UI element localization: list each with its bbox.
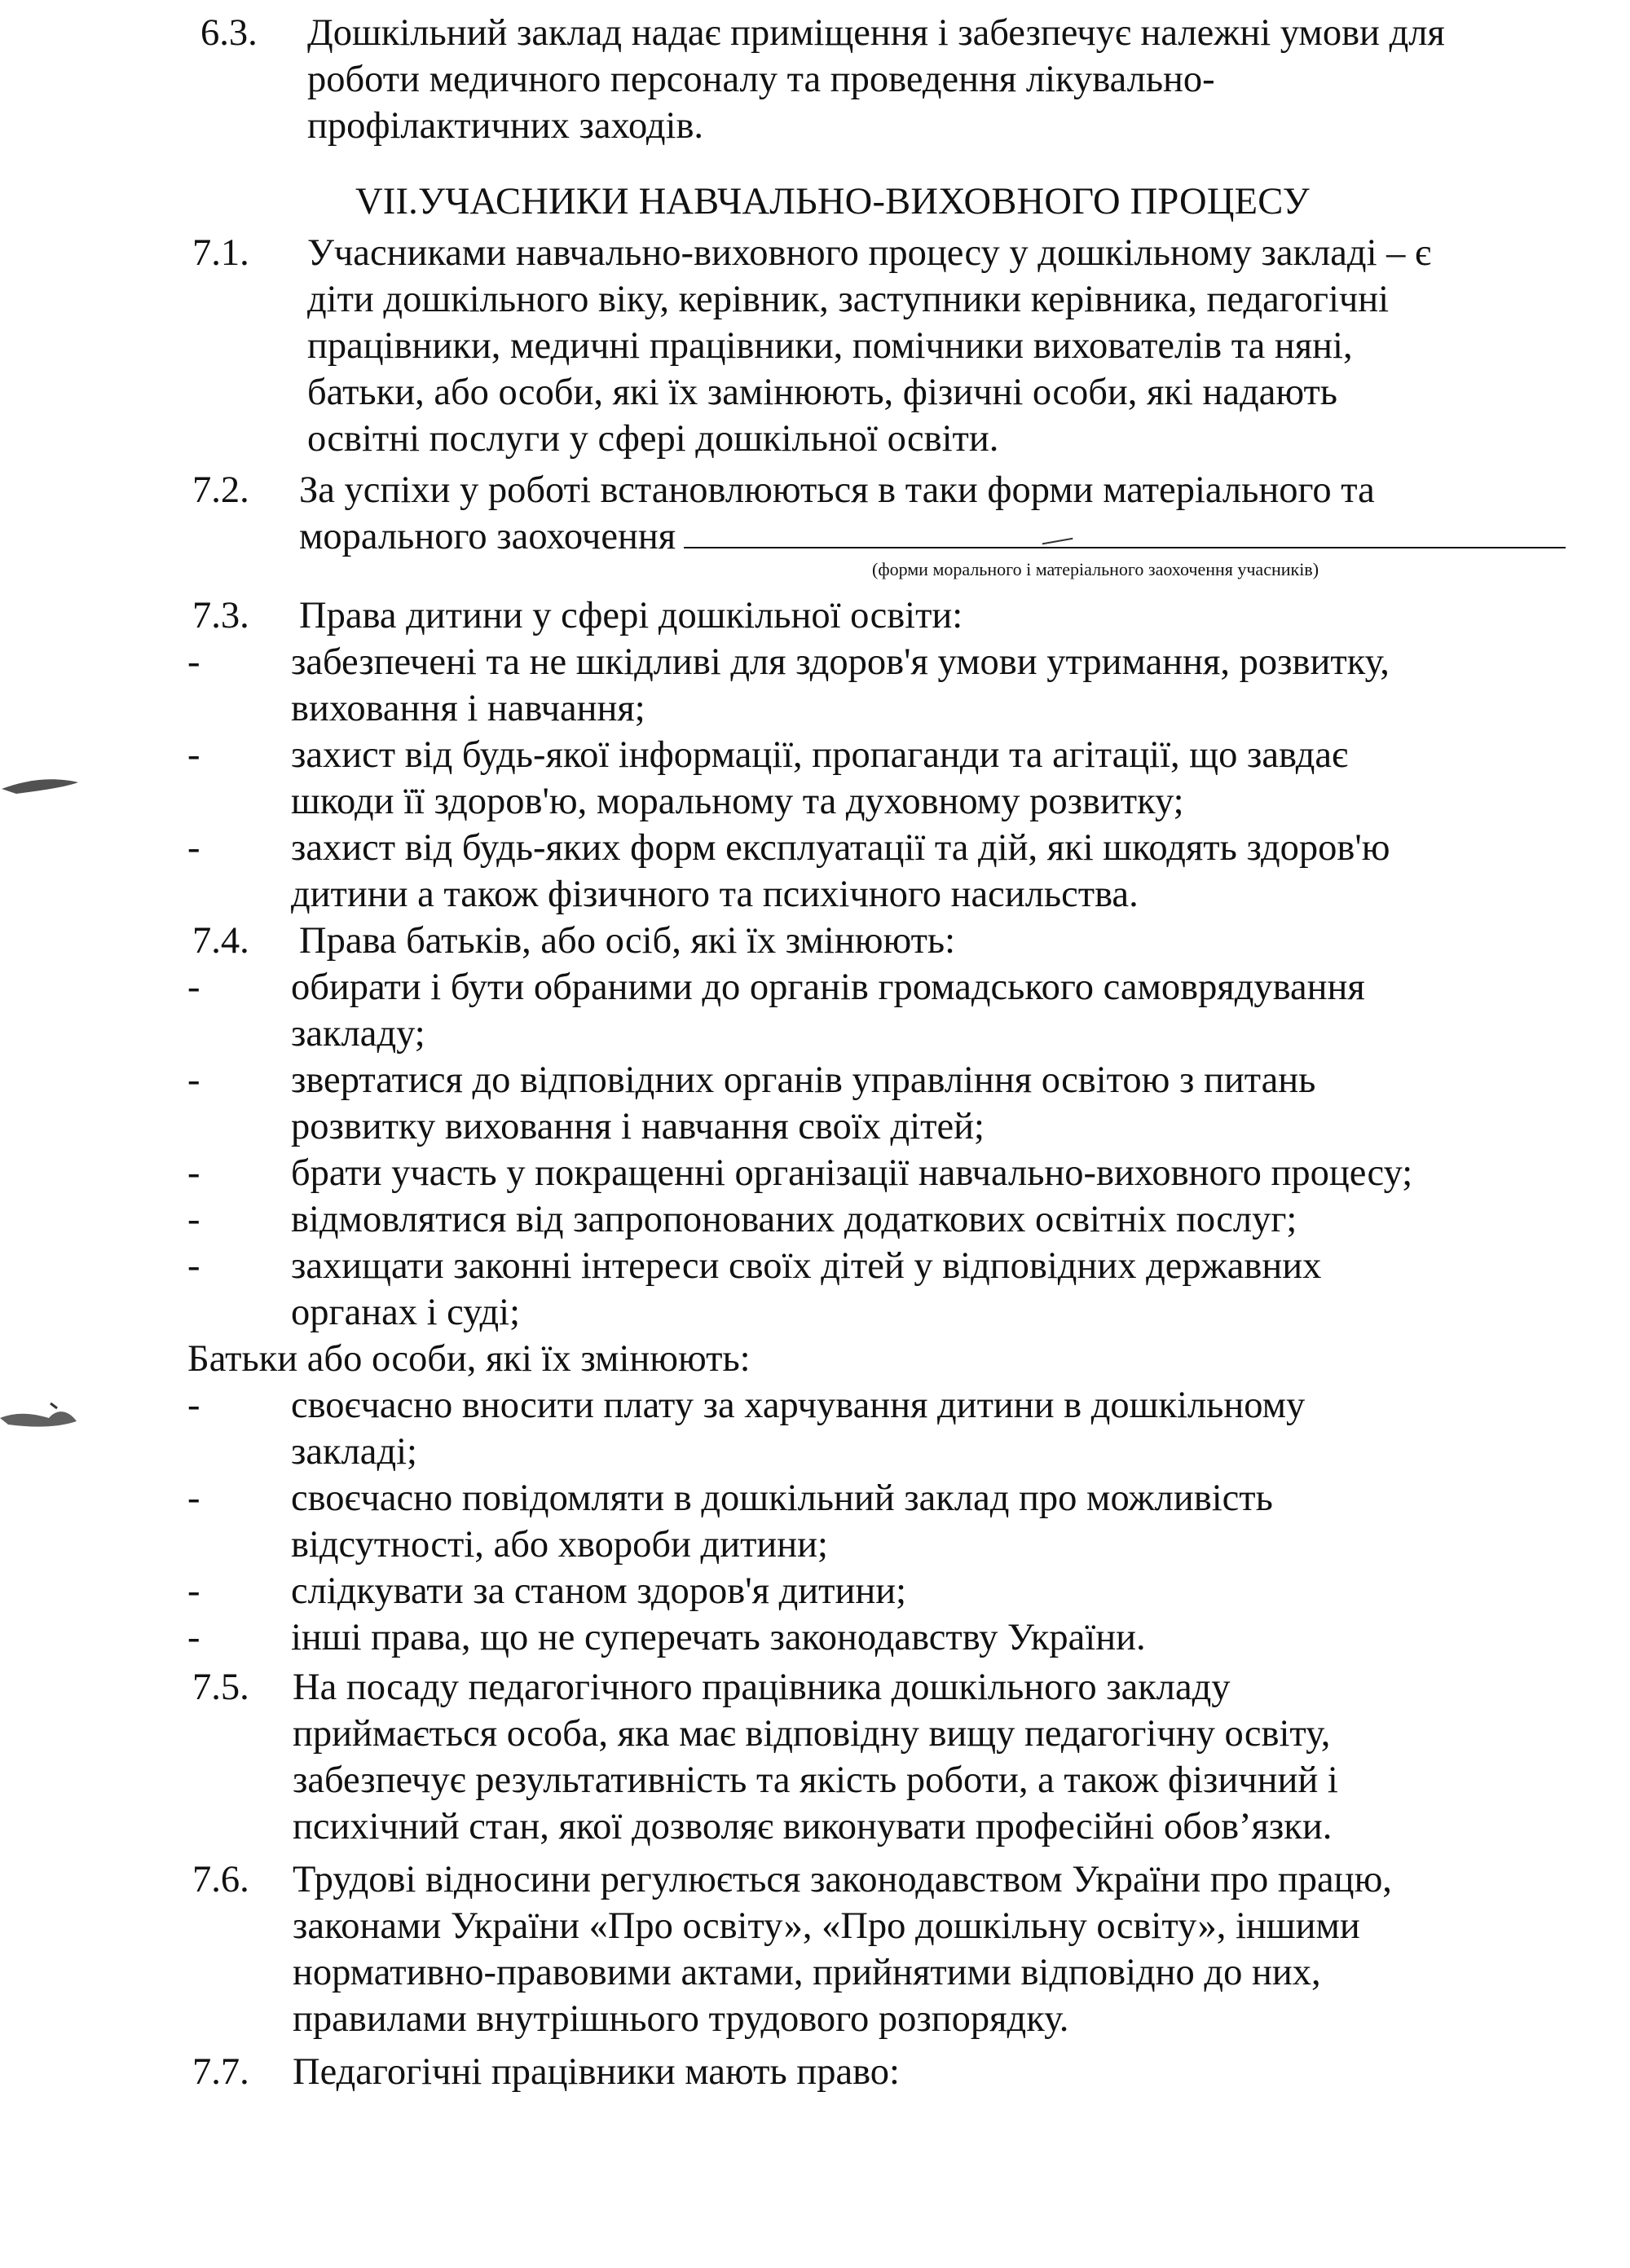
text-line: інші права, що не суперечать законодавству України.: [291, 1617, 1146, 1658]
text-line: дитини а також фізичного та психічного насильства.: [291, 874, 1139, 915]
text-line: закладу;: [291, 1013, 425, 1055]
clause-number: 7.4.: [192, 920, 249, 962]
clause-text: [293, 1664, 1619, 1850]
text-line: своєчасно вносити плату за харчування дитини в дошкільному: [291, 1385, 1306, 1426]
list-item: [184, 1150, 1619, 1196]
list-item: [184, 1196, 1619, 1243]
clause-text: [293, 2049, 1619, 2095]
binder-mark-bottom: [0, 1400, 90, 1433]
list-item: [184, 1568, 1619, 1614]
dash-marker: -: [187, 1245, 200, 1287]
text-line: діти дошкільного віку, керівник, заступники керівника, педагогічні: [307, 279, 1390, 320]
text-line: захищати законні інтереси своїх дітей у відповідних державних: [291, 1245, 1322, 1287]
dash-marker: -: [187, 1059, 200, 1101]
dash-marker: -: [187, 1617, 200, 1658]
dash-marker: -: [187, 1199, 200, 1240]
text-line: захист від будь-яких форм експлуатації та дій, які шкодять здоров'ю: [291, 827, 1390, 869]
clause-number: 7.6.: [192, 1859, 249, 1900]
list-item: [184, 732, 1619, 825]
clause-7-7: [192, 2049, 1619, 2095]
clause-text: [299, 467, 1619, 560]
text-line: Педагогічні працівники мають право:: [293, 2051, 900, 2093]
text-line-with-blank: [299, 513, 1619, 560]
dash-marker: -: [187, 967, 200, 1008]
dash-marker: -: [187, 1152, 200, 1194]
text-line: профілактичних заходів.: [307, 105, 704, 147]
dash-marker: -: [187, 1570, 200, 1612]
clause-text: [293, 1856, 1619, 2042]
clause-text: [307, 10, 1619, 149]
text-line: забезпечені та не шкідливі для здоров'я умови утримання, розвитку,: [291, 641, 1390, 683]
text-line: працівники, медичні працівники, помічники вихователів та няні,: [307, 325, 1353, 367]
text-line: роботи медичного персоналу та проведення лікувально-: [307, 59, 1215, 100]
text-line: приймається особа, яка має відповідну вищу педагогічну освіту,: [293, 1713, 1331, 1755]
text-line: законами України «Про освіту», «Про дошкільну освіту», іншими: [293, 1905, 1360, 1947]
document-body: [184, 10, 1619, 2095]
clause-7-1: [192, 230, 1619, 462]
list-item: [184, 1057, 1619, 1150]
text-line: забезпечує результативність та якість роботи, а також фізичний і: [293, 1759, 1338, 1801]
text-line: За успіхи у роботі встановлюються в таки форми матеріального та: [299, 469, 1375, 511]
parents-title: Батьки або особи, які їх змінюють:: [187, 1338, 751, 1380]
text-line: Дошкільний заклад надає приміщення і забезпечує належні умови для: [307, 12, 1445, 54]
clause-number: 7.5.: [192, 1667, 249, 1708]
dash-marker: -: [187, 641, 200, 683]
text-line: звертатися до відповідних органів управління освітою з питань: [291, 1059, 1316, 1101]
dash-marker: -: [187, 827, 200, 869]
clause-number: 7.7.: [192, 2051, 249, 2093]
text-line: Учасниками навчально-виховного процесу у дошкільному закладі – є: [307, 232, 1431, 274]
clause-7-3: [192, 592, 1619, 639]
text-line: органах і суді;: [291, 1292, 520, 1333]
text-line: розвитку виховання і навчання своїх дітей;: [291, 1106, 985, 1147]
clause-7-6: [192, 1856, 1619, 2042]
blank-caption: (форми морального і матеріального заохочення учасників): [872, 559, 1319, 579]
dash-marker: -: [187, 1478, 200, 1519]
fill-in-blank-line: [684, 516, 1566, 548]
text-line: обирати і бути обраними до органів громадського самоврядування: [291, 967, 1365, 1008]
binder-mark-top: [0, 773, 90, 797]
text-line: виховання і навчання;: [291, 688, 645, 729]
clause-number: 7.3.: [192, 595, 249, 636]
clause-7-2: [192, 467, 1619, 560]
clause-text: [307, 230, 1619, 462]
list-item: [184, 964, 1619, 1057]
clause-7-5: [192, 1664, 1619, 1850]
text-line: відмовлятися від запропонованих додаткових освітніх послуг;: [291, 1199, 1297, 1240]
text-line: Трудові відносини регулюється законодавством України про працю,: [293, 1859, 1392, 1900]
text-line: слідкувати за станом здоров'я дитини;: [291, 1570, 907, 1612]
text-line: шкоди її здоров'ю, моральному та духовному розвитку;: [291, 781, 1184, 822]
clause-number: 6.3.: [200, 12, 258, 54]
text-line: батьки, або особи, які їх замінюють, фізичні особи, які надають: [307, 372, 1338, 413]
text-line: нормативно-правовими актами, прийнятими відповідно до них,: [293, 1952, 1321, 1993]
text-line: освітні послуги у сфері дошкільної освіти.: [307, 418, 999, 460]
list-item: [184, 1475, 1619, 1568]
text-line: закладі;: [291, 1431, 417, 1473]
clause-7-4: [192, 918, 1619, 964]
dash-marker: -: [187, 1385, 200, 1426]
text-line: психічний стан, якої дозволяє виконувати професійні обов’язки.: [293, 1806, 1333, 1847]
text-line: На посаду педагогічного працівника дошкільного закладу: [293, 1667, 1231, 1708]
text-line: захист від будь-якої інформації, пропаганди та агітації, що завдає: [291, 734, 1349, 776]
clause-title: Права дитини у сфері дошкільної освіти:: [299, 595, 963, 636]
text-line: брати участь у покращенні організації навчально-виховного процесу;: [291, 1152, 1413, 1194]
section-heading: VII.УЧАСНИКИ НАВЧАЛЬНО-ВИХОВНОГО ПРОЦЕСУ: [355, 181, 1310, 222]
dash-marker: -: [187, 734, 200, 776]
list-item: [184, 1243, 1619, 1336]
clause-6-3: [200, 10, 1619, 149]
text-line: відсутності, або хвороби дитини;: [291, 1524, 828, 1566]
list-item: [184, 1382, 1619, 1475]
text-line: своєчасно повідомляти в дошкільний заклад про можливість: [291, 1478, 1273, 1519]
clause-number: 7.1.: [192, 232, 249, 274]
text-line: правилами внутрішнього трудового розпорядку.: [293, 1998, 1069, 2040]
clause-title: Права батьків, або осіб, які їх змінюють:: [299, 920, 956, 962]
list-item: [184, 825, 1619, 918]
clause-number: 7.2.: [192, 469, 249, 511]
list-item: [184, 639, 1619, 732]
text-line: морального заохочення: [299, 516, 676, 557]
list-item: [184, 1614, 1619, 1661]
